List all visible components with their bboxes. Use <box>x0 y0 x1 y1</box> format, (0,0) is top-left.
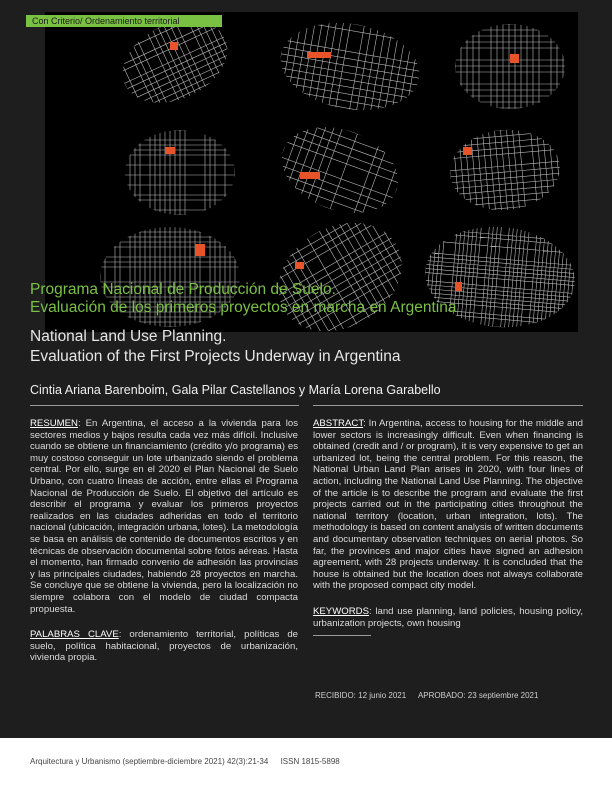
project-location-marker <box>195 244 205 256</box>
title-english <box>30 327 590 367</box>
resumen-label: RESUMEN <box>30 418 78 429</box>
section-tag: Con Criterio/ Ordenamiento territorial <box>26 15 222 27</box>
english-column <box>313 418 583 636</box>
footer <box>0 738 612 792</box>
title-spanish-line-2: Evaluación de los primeros proyectos en marcha en Argentina <box>30 299 457 316</box>
keywords-label: KEYWORDS <box>313 605 369 617</box>
palabras-clave-paragraph <box>30 629 298 664</box>
city-map-6 <box>447 125 564 214</box>
title-spanish <box>30 281 590 317</box>
divider-left <box>30 405 299 406</box>
divider-right <box>313 405 583 406</box>
title-english-line-2: Evaluation of the First Projects Underway in Argentina <box>30 348 401 365</box>
abstract-paragraph <box>313 418 583 592</box>
issn: ISSN 1815-5898 <box>280 757 340 766</box>
authors: Cintia Ariana Barenboim, Gala Pilar Castellanos y María Lorena Garabello <box>30 383 441 397</box>
keywords-divider <box>313 635 371 636</box>
palabras-clave-label: PALABRAS CLAVE <box>30 629 119 641</box>
abstract-label: ABSTRACT <box>313 418 364 429</box>
project-location-marker <box>307 52 331 58</box>
title-spanish-line-1: Programa Nacional de Producción de Suelo. <box>30 281 336 298</box>
resumen-paragraph <box>30 418 298 615</box>
city-map-1 <box>109 12 240 119</box>
abstract-text: : In Argentina, access to housing for the middle and lower sectors is increasingly difficult. Even when financing is obtained (credit and / or program), it is very expensive to get an urbanized lot, being the central problem. For this reason, the National Urban Land Plan arises in 2020, with four lines of action, including the National Land Use Planning. The objective of the article is to describe the program and evaluate the first projects carried out in the participating cities throughout the national territory (location, urban integration, lots). The methodology is based on content analysis of written documents and documentary observation techniques on aerial photos. So far, the provinces and major cities have signed an adhesion agreement, with 28 projects underway. It is concluded that the house is obtained but the location does not always collaborate with the proposed compact city model. <box>313 418 583 592</box>
title-english-line-1: National Land Use Planning. <box>30 328 227 345</box>
spanish-column <box>30 418 298 664</box>
city-map-2 <box>274 12 427 120</box>
project-location-marker <box>300 172 320 179</box>
journal-citation: Arquitectura y Urbanismo (septiembre-diciembre 2021) 42(3):21-34 <box>30 757 269 766</box>
resumen-text: : En Argentina, el acceso a la vivienda para los sectores medios y bajos resulta cada vez más difícil. Inclusive cuando se obtiene un financiamiento (crédito y/o programa) es muy costoso conseguir un lote urbanizado siendo el problema central. Por ello, surge en el 2020 el Plan Nacional de Suelo Urbano, con cuatro líneas de acción, entre ellas el Programa Nacional de Producción de Suelo. El objetivo del artículo es describir el programa y evaluar los primeros proyectos realizados en las ciudades adheridas en todo el territorio nacional (ubicación, integración urbana, lotes). La metodología se basa en análisis de contenido de documentos escritos y en técnicas de observación documental sobre fotos aéreas. Hasta el momento, han firmado convenio de adhesión las provincias y las principales ciudades, habiendo 28 proyectos en marcha. Se concluye que se obtiene la vivienda, pero la localización no siempre colabora con el modelo de ciudad compacta propuesta. <box>30 418 298 615</box>
city-map-5 <box>270 112 410 228</box>
dates <box>315 691 548 700</box>
city-map-3 <box>455 24 565 109</box>
keywords-text: : land use planning, land policies, housing policy, urbanization projects, own housing <box>313 605 583 629</box>
project-location-marker <box>463 147 472 155</box>
palabras-clave-text: : ordenamiento territorial, políticas de suelo, política habitacional, proyectos de urbanización, vivienda propia. <box>30 629 298 664</box>
received-date: RECIBIDO: 12 junio 2021 <box>315 691 407 700</box>
project-location-marker <box>170 42 178 50</box>
project-location-marker <box>165 147 175 154</box>
keywords-paragraph <box>313 606 583 629</box>
project-location-marker <box>295 262 304 269</box>
city-map-4 <box>125 130 235 215</box>
project-location-marker <box>510 54 519 63</box>
footer-citation <box>30 757 350 766</box>
approved-date: APROBADO: 23 septiembre 2021 <box>417 691 539 700</box>
